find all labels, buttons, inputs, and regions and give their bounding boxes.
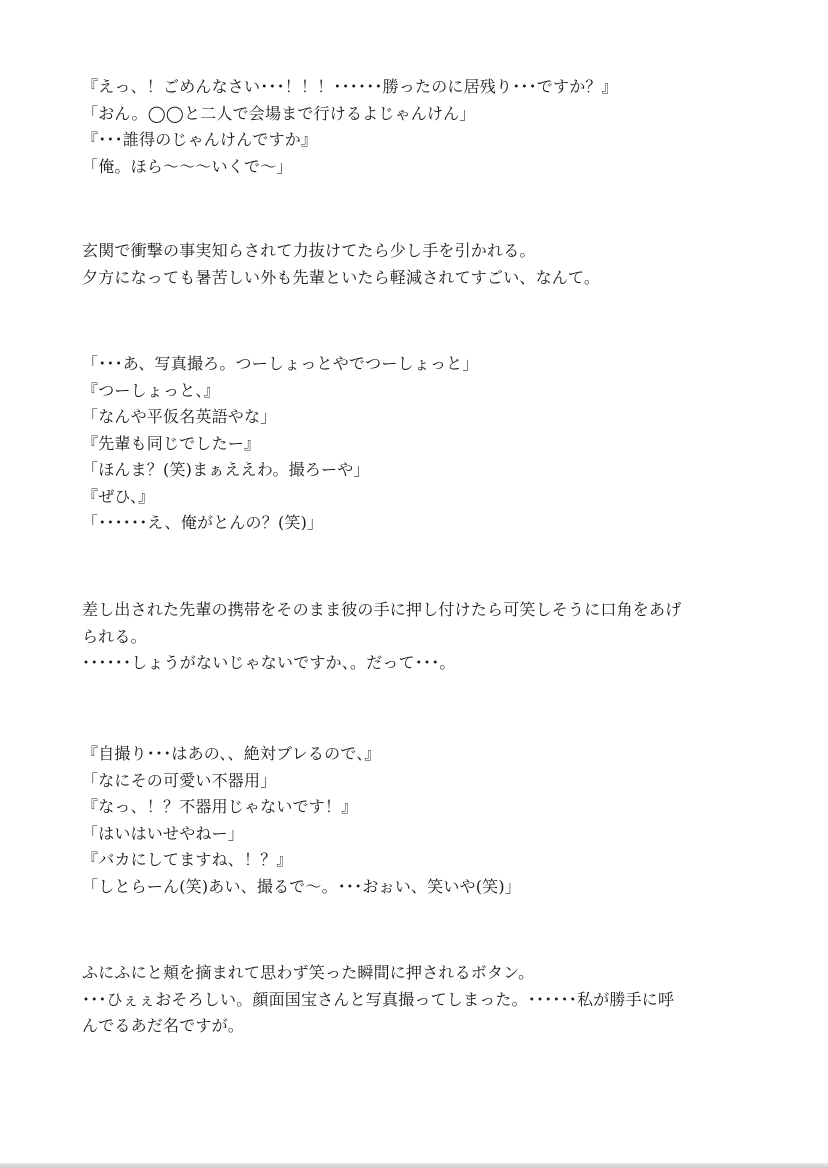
text-line: 「はいはいせやねー」 bbox=[82, 823, 245, 843]
text-line: 『ぜひ、』 bbox=[82, 486, 155, 506]
text-line: んでるあだ名ですが。 bbox=[82, 1016, 245, 1035]
paragraph-narration-3 bbox=[82, 960, 752, 1040]
text-line: 『つーしょっと、』 bbox=[82, 380, 220, 400]
text-line: られる。 bbox=[82, 626, 147, 646]
text-line: 玄関で衝撃の事実知らされて力抜けてたら少し手を引かれる。 bbox=[82, 241, 536, 260]
text-line: 『自撮り･･･はあの、、絶対ブレるので、』 bbox=[82, 744, 381, 763]
text-line: 『先輩も同じでしたー』 bbox=[82, 433, 261, 453]
text-line: 夕方になっても暑苦しい外も先輩といたら軽減されてすごい、なんて。 bbox=[82, 267, 601, 287]
paragraph-dialogue-1 bbox=[82, 74, 752, 180]
text-line: 『えっ、！ごめんなさい･･･！！！･･････勝ったのに居残り･･･ですか？』 bbox=[82, 77, 618, 96]
paragraph-narration-1 bbox=[82, 238, 752, 291]
text-line: 「しとらーん(笑)あい、撮るで〜。･･･おぉい、笑いや(笑)」 bbox=[82, 876, 522, 896]
paragraph-dialogue-2 bbox=[82, 351, 752, 537]
text-line: 「･･･あ、写真撮ろ。つーしょっとやでつーしょっと」 bbox=[82, 354, 479, 373]
text-line: 『バカにしてますね、！？』 bbox=[82, 850, 293, 869]
text-line: 『なっ、！？不器用じゃないです！』 bbox=[82, 797, 358, 816]
text-line: 「俺。ほら〜〜〜いくで〜」 bbox=[82, 156, 293, 176]
text-line: 差し出された先輩の携帯をそのまま彼の手に押し付けたら可笑しそうに口角をあげ bbox=[82, 600, 682, 619]
page-bottom-edge bbox=[0, 1163, 828, 1168]
text-line: ふにふにと頬を摘まれて思わず笑った瞬間に押されるボタン。 bbox=[82, 963, 535, 982]
text-line: ･･･ひぇぇおそろしい。顔面国宝さんと写真撮ってしまった。･･････私が勝手に呼 bbox=[82, 989, 675, 1009]
text-line: 『･･･誰得のじゃんけんですか』 bbox=[82, 130, 318, 149]
text-line: 「なんや平仮名英語やな」 bbox=[82, 407, 277, 426]
paragraph-dialogue-3 bbox=[82, 741, 752, 900]
text-line: ･･････しょうがないじゃないですか、。だって･･･。 bbox=[82, 653, 456, 672]
text-line: 「ほんま？(笑)まぁええわ。撮ろーや」 bbox=[82, 460, 370, 479]
text-line: 「･･････え、俺がとんの？(笑)」 bbox=[82, 513, 324, 532]
text-line: 「なにその可愛い不器用」 bbox=[82, 770, 277, 790]
text-line: 「おん。◯◯と二人で会場まで行けるよじゃんけん」 bbox=[82, 103, 476, 123]
paragraph-narration-2 bbox=[82, 597, 752, 677]
